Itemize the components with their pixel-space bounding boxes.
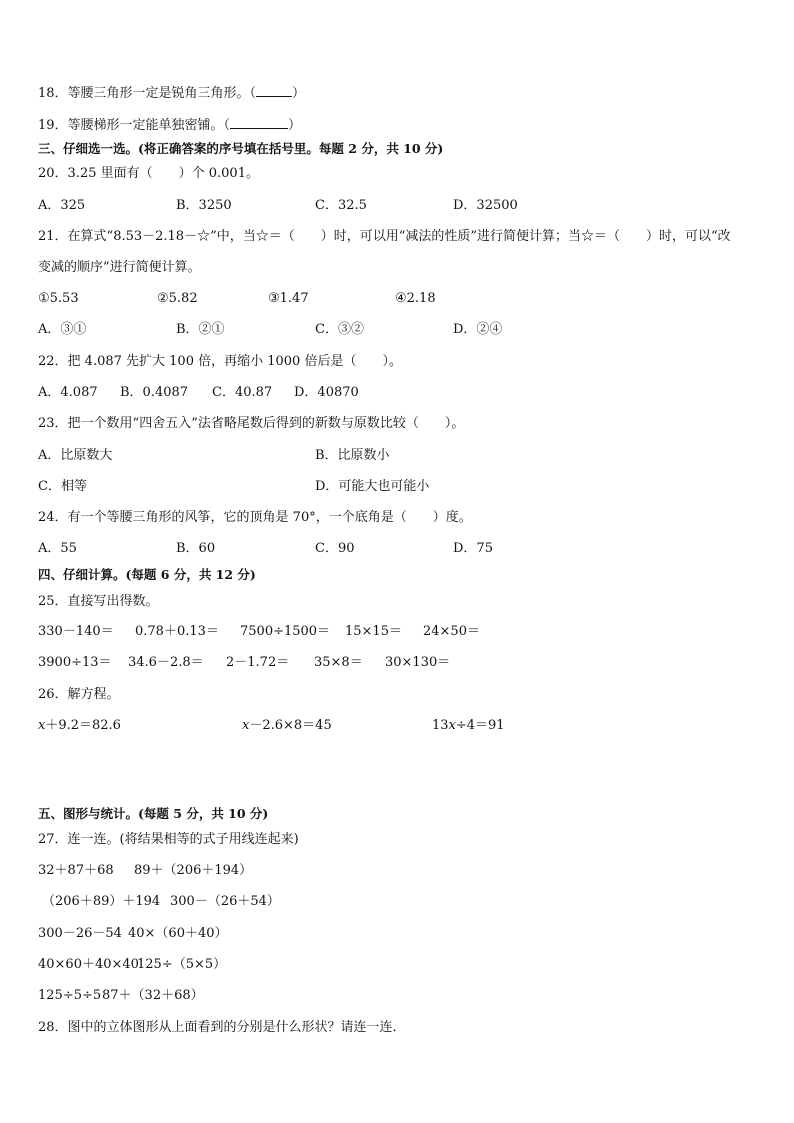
q22-option-d[interactable]: D．40870 <box>294 385 359 400</box>
match-right-item[interactable]: 40×（60＋40） <box>128 926 228 941</box>
q23-option-a[interactable]: A．比原数大 <box>38 448 113 463</box>
q20-option-c[interactable]: C．32.5 <box>315 198 367 213</box>
calc-item: 30×130＝ <box>385 655 451 670</box>
q21-item-1: ①5.53 <box>38 291 79 306</box>
match-right-item[interactable]: 300－（26＋54） <box>170 894 280 909</box>
question-19-close: ） <box>288 118 302 133</box>
question-25-text: 25．直接写出得数。 <box>38 594 159 609</box>
match-left-item[interactable]: 40×60＋40×40 <box>38 957 139 972</box>
question-27-text: 27．连一连。(将结果相等的式子用线连起来) <box>38 832 299 847</box>
q22-option-a[interactable]: A．4.087 <box>38 385 98 400</box>
q20-option-d[interactable]: D．32500 <box>453 198 518 213</box>
question-19-text: 19．等腰梯形一定能单独密铺。（ <box>38 118 231 133</box>
match-right-item[interactable]: 125÷（5×5） <box>137 957 227 972</box>
q23-option-d[interactable]: D．可能大也可能小 <box>315 479 430 494</box>
q24-option-a[interactable]: A．55 <box>38 541 77 556</box>
question-24-text: 24．有一个等腰三角形的风筝，它的顶角是 70°，一个底角是（ ）度。 <box>38 510 472 525</box>
section-4-heading: 四、仔细计算。(每题 6 分，共 12 分) <box>38 567 256 582</box>
equation-3: 13𝑥÷4＝91 <box>432 718 505 733</box>
q22-option-c[interactable]: C．40.87 <box>212 385 273 400</box>
calc-item: 15×15＝ <box>345 624 402 639</box>
question-19 <box>38 116 301 134</box>
calc-item: 34.6－2.8＝ <box>128 655 204 670</box>
match-left-item[interactable]: 125÷5÷5 <box>38 988 102 1003</box>
question-21-line1: 21．在算式“8.53－2.18－☆”中，当☆＝（ ）时，可以用“减法的性质”进行简便计算；当☆＝（ ）时，可以“改 <box>38 229 731 244</box>
q22-option-b[interactable]: B．0.4087 <box>120 385 189 400</box>
match-right-item[interactable]: 87＋（32＋68） <box>102 988 204 1003</box>
q21-item-2: ②5.82 <box>157 291 198 306</box>
answer-blank-18[interactable] <box>256 84 292 97</box>
q21-option-a[interactable]: A．③① <box>38 322 87 337</box>
question-18 <box>38 84 305 102</box>
q23-option-c[interactable]: C．相等 <box>38 479 87 494</box>
q21-option-c[interactable]: C．③② <box>315 322 364 337</box>
match-left-item[interactable]: 300－26－54 <box>38 926 122 941</box>
question-26-text: 26．解方程。 <box>38 687 120 702</box>
calc-item: 7500÷1500＝ <box>240 624 331 639</box>
match-left-item[interactable]: 32＋87＋68 <box>38 863 114 878</box>
question-21-line2: 变减的顺序”进行简便计算。 <box>38 260 201 275</box>
question-22-text: 22．把 4.087 先扩大 100 倍，再缩小 1000 倍后是（ ）。 <box>38 354 402 369</box>
q24-option-b[interactable]: B．60 <box>176 541 216 556</box>
calc-item: 35×8＝ <box>314 655 363 670</box>
question-20-text: 20．3.25 里面有（ ）个 0.001。 <box>38 166 259 181</box>
answer-blank-19[interactable] <box>230 116 288 129</box>
q20-option-a[interactable]: A．325 <box>38 198 86 213</box>
match-right-item[interactable]: 89＋（206＋194） <box>134 863 253 878</box>
q20-option-b[interactable]: B．3250 <box>176 198 232 213</box>
calc-item: 2－1.72＝ <box>226 655 290 670</box>
q21-item-4: ④2.18 <box>395 291 436 306</box>
match-left-item[interactable]: （206＋89）＋194 <box>42 894 161 909</box>
calc-item: 24×50＝ <box>423 624 480 639</box>
question-18-close: ） <box>292 86 306 101</box>
q21-item-3: ③1.47 <box>268 291 309 306</box>
calc-item: 330－140＝ <box>38 624 114 639</box>
q24-option-c[interactable]: C．90 <box>315 541 355 556</box>
q21-option-b[interactable]: B．②① <box>176 322 225 337</box>
equation-2: 𝑥－2.6×8＝45 <box>242 718 332 733</box>
question-18-text: 18．等腰三角形一定是锐角三角形。（ <box>38 86 257 101</box>
calc-item: 0.78＋0.13＝ <box>135 624 219 639</box>
section-3-heading: 三、仔细选一选。(将正确答案的序号填在括号里。每题 2 分，共 10 分) <box>38 141 444 156</box>
question-23-text: 23．把一个数用“四舍五入”法省略尾数后得到的新数与原数比较（ ）。 <box>38 416 465 431</box>
q24-option-d[interactable]: D．75 <box>453 541 493 556</box>
equation-1: 𝑥＋9.2＝82.6 <box>38 718 121 733</box>
section-5-heading: 五、图形与统计。(每题 5 分，共 10 分) <box>38 806 269 821</box>
calc-item: 3900÷13＝ <box>38 655 112 670</box>
q21-option-d[interactable]: D．②④ <box>453 322 503 337</box>
question-28-text: 28．图中的立体图形从上面看到的分别是什么形状？请连一连． <box>38 1020 406 1035</box>
q23-option-b[interactable]: B．比原数小 <box>315 448 390 463</box>
